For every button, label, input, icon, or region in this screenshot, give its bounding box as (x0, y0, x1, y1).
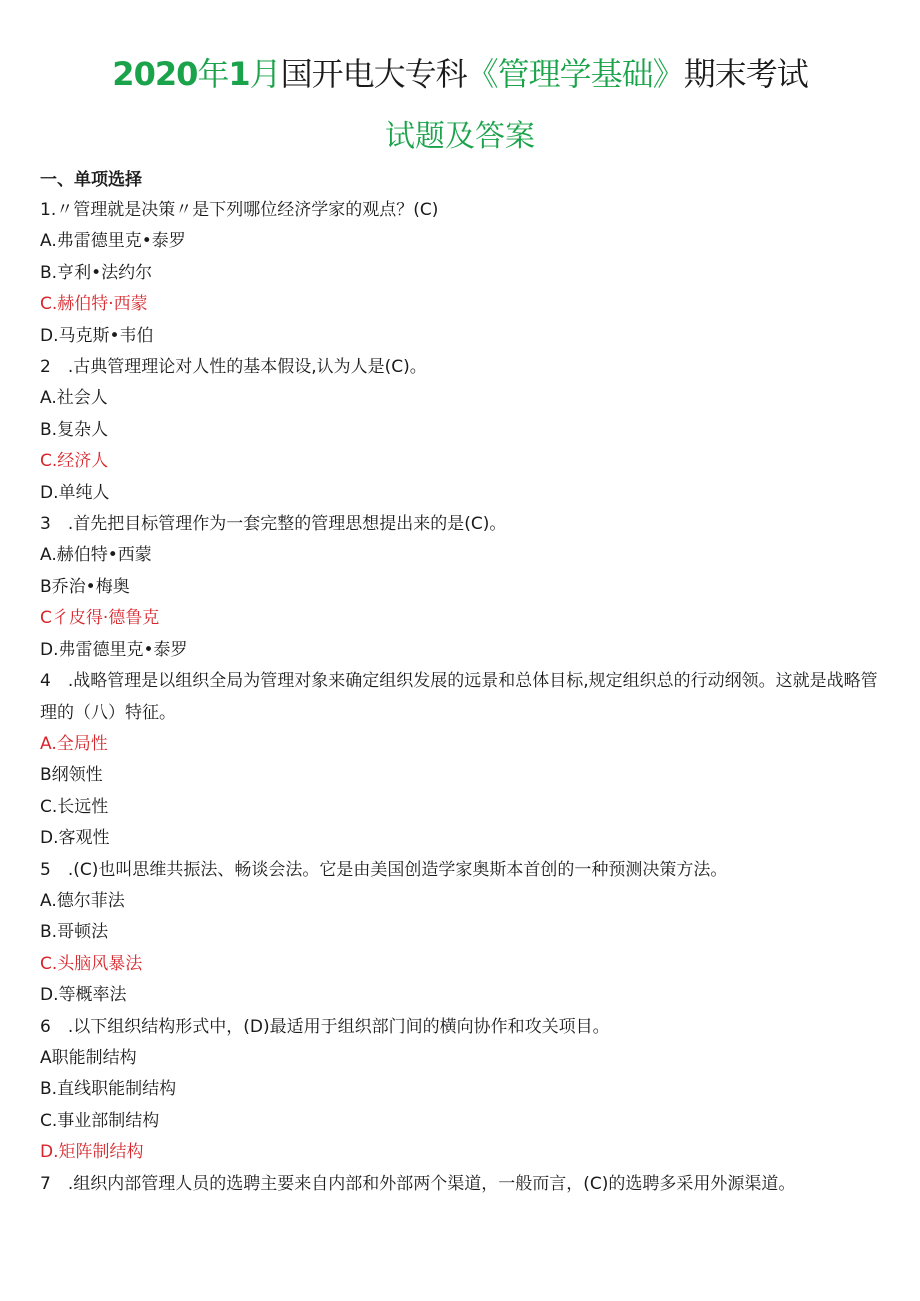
question-line: 4 .战略管理是以组织全局为管理对象来确定组织发展的远景和总体目标,规定组织总的行动纲领。这就是战略管理的（八）特征。 (40, 671, 878, 723)
question-line: 3 .首先把目标管理作为一套完整的管理思想提出来的是(C)。 (40, 514, 507, 535)
question-line: A职能制结构 (40, 1047, 137, 1068)
page-title (0, 52, 920, 96)
title-book: 《管理学基础》 (466, 55, 684, 93)
question-line: A.弗雷德里克•泰罗 (40, 231, 186, 252)
answer-option: A.全局性 (40, 733, 108, 754)
title-yue: 月 (249, 55, 281, 93)
question-line: A.德尔菲法 (40, 890, 125, 911)
question-line: B.复杂人 (40, 419, 109, 440)
question-line: D.马克斯•韦伯 (40, 325, 154, 346)
question-line: B.哥顿法 (40, 922, 109, 943)
question-line: B.直线职能制结构 (40, 1079, 177, 1100)
answer-option: C.头脑风暴法 (40, 953, 143, 974)
section-heading: 一、单项选择 (40, 170, 142, 190)
question-line: D.等概率法 (40, 985, 127, 1006)
answer-option: C.经济人 (40, 451, 109, 472)
answer-option: D.矩阵制结构 (40, 1142, 144, 1163)
question-list (40, 165, 880, 1200)
question-line: 2 .古典管理理论对人性的基本假设,认为人是(C)。 (40, 357, 427, 378)
question-line: D.弗雷德里克•泰罗 (40, 639, 188, 660)
question-line: C.事业部制结构 (40, 1110, 160, 1131)
question-lines (40, 195, 880, 1200)
question-line: D.单纯人 (40, 482, 110, 503)
question-line: A.赫伯特•西蒙 (40, 545, 152, 566)
title-year: 2020 (112, 55, 198, 93)
question-line: D.客观性 (40, 828, 110, 849)
question-line: B纲领性 (40, 765, 103, 786)
question-line: 1.〃管理就是决策〃是下列哪位经济学家的观点？(C) (40, 200, 439, 220)
question-line: 7 .组织内部管理人员的选聘主要来自内部和外部两个渠道，一般而言，(C)的选聘多采用外源渠道。 (40, 1173, 796, 1194)
question-line: A.社会人 (40, 388, 108, 409)
answer-option: C彳皮得·德鲁克 (40, 608, 160, 629)
question-line: 6 .以下组织结构形式中，(D)最适用于组织部门间的横向协作和攻关项目。 (40, 1016, 610, 1037)
question-line: 5 .(C)也叫思维共振法、畅谈会法。它是由美国创造学家奥斯本首创的一种预测决策方法。 (40, 859, 728, 880)
title-end: 期末考试 (683, 55, 808, 93)
question-line: B.亨利•法约尔 (40, 262, 153, 283)
question-line: C.长远性 (40, 796, 109, 817)
title-nian: 年 (197, 55, 229, 93)
question-line: B乔治•梅奥 (40, 576, 130, 597)
title-mid: 国开电大专科 (280, 55, 467, 93)
page-subtitle: 试题及答案 (385, 119, 535, 154)
title-month: 1 (228, 55, 250, 93)
answer-option: C.赫伯特·西蒙 (40, 294, 148, 315)
